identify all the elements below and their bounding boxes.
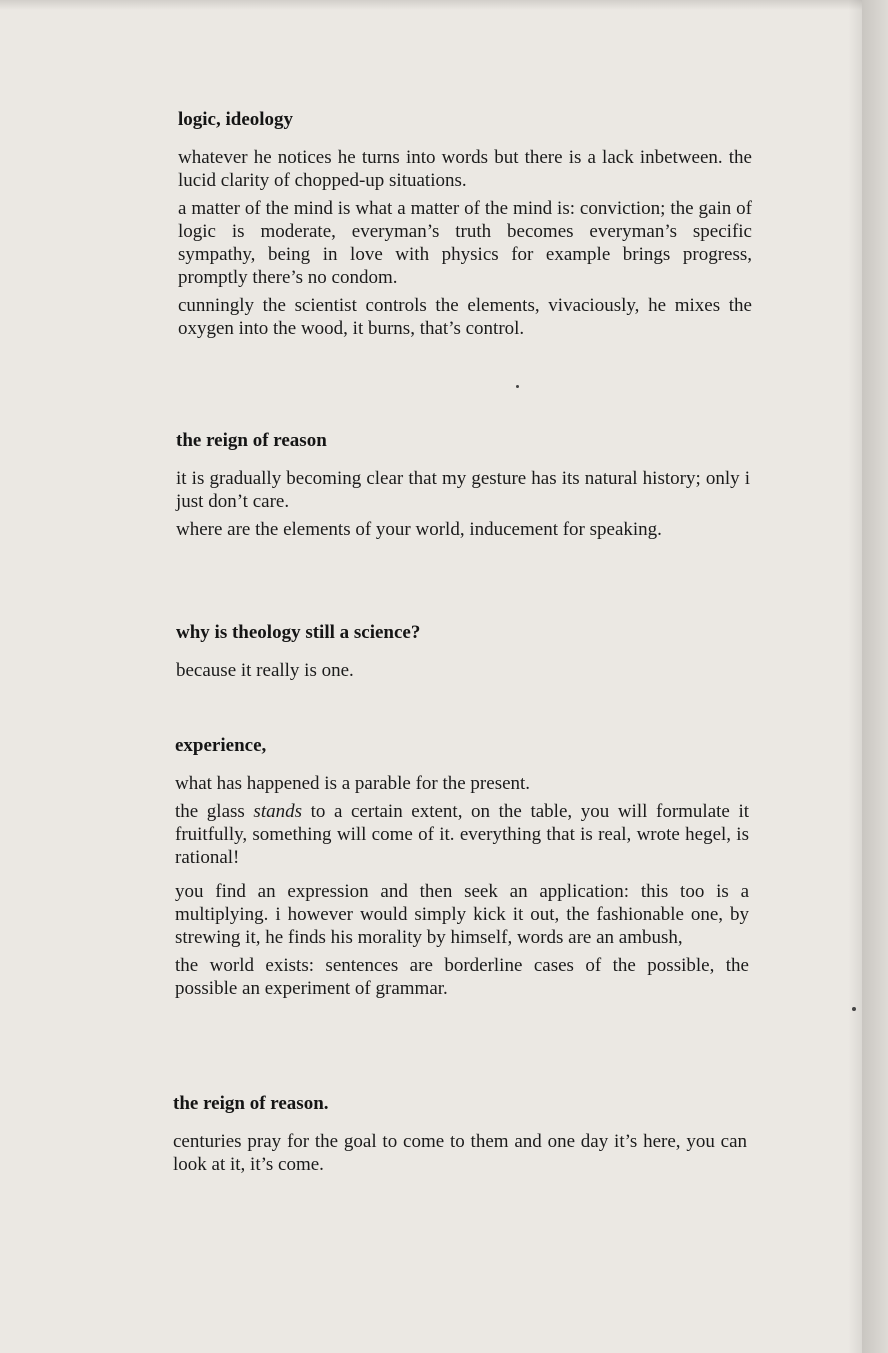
section-heading: experience,	[175, 735, 267, 756]
section-heading: the reign of reason.	[173, 1093, 329, 1114]
page-gutter	[862, 0, 888, 1353]
ink-speck	[852, 1007, 856, 1011]
paragraph: centuries pray for the goal to come to them and one day it’s here, you can look at it, it’s come.	[173, 1131, 747, 1175]
paragraph: you find an expression and then seek an application: this too is a multiplying. i however would simply kick it out, the fashionable one, by strewing it, he finds his morality by himself, words are an ambush,	[175, 881, 749, 948]
paragraph-with-emphasis	[175, 800, 749, 869]
paragraph: where are the elements of your world, inducement for speaking.	[176, 519, 662, 540]
page-top-edge	[0, 0, 862, 10]
section-theology	[176, 622, 750, 682]
section-reign-of-reason	[176, 430, 750, 541]
paragraph: what has happened is a parable for the present.	[175, 773, 531, 794]
paragraph: a matter of the mind is what a matter of the mind is: conviction; the gain of logic is moderate, everyman’s truth becomes everyman’s specific sympathy, being in love with physics for example brings progress, promptly there’s no condom.	[178, 198, 752, 288]
section-reign-of-reason-2	[173, 1093, 747, 1176]
emphasized-word: stands	[253, 801, 302, 822]
ink-speck	[516, 385, 519, 388]
section-heading: logic, ideology	[178, 109, 294, 130]
paragraph: the world exists: sentences are borderline cases of the possible, the possible an experiment of grammar.	[175, 955, 749, 999]
paragraph: whatever he notices he turns into words but there is a lack inbetween. the lucid clarity of chopped-up situations.	[178, 147, 752, 191]
section-logic-ideology	[178, 109, 752, 340]
text-run: to a certain extent, on the table, you will formulate it fruitfully, something will come of it. everything that is real, wrote hegel, is rational!	[175, 801, 749, 868]
paragraph: it is gradually becoming clear that my gesture has its natural history; only i just don’t care.	[176, 468, 750, 512]
paragraph: cunningly the scientist controls the elements, vivaciously, he mixes the oxygen into the wood, it burns, that’s control.	[178, 295, 752, 339]
section-heading: why is theology still a science?	[176, 622, 421, 643]
section-experience	[175, 735, 749, 1000]
page-edge-shadow	[848, 0, 862, 1353]
paragraph: because it really is one.	[176, 660, 354, 681]
text-run: the glass	[175, 801, 254, 822]
section-heading: the reign of reason	[176, 430, 327, 451]
